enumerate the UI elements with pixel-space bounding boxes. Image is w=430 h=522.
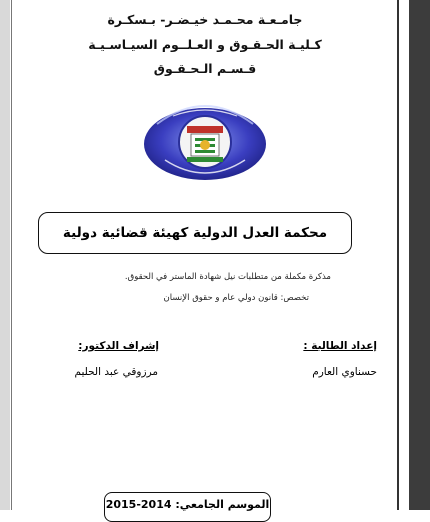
scrollbar-track[interactable] [409, 0, 430, 510]
university-name: جامـعـة محـمـد خيـضـر- بـسكـرة [107, 12, 303, 27]
student-name: حسناوي العارم [312, 366, 377, 378]
thesis-title: محكمة العدل الدولية كهيئة قضائية دولية [38, 212, 352, 254]
memo-description: مذكرة مكملة من متطلبات نيل شهادة الماستر في الحقوق. [124, 272, 331, 282]
supervisor-label: إشراف الدكتور: [78, 340, 159, 352]
student-label: إعداد الطالبة : [303, 340, 377, 352]
page-left-edge [0, 0, 10, 510]
supervisor-name: مرزوقي عبد الحليم [74, 366, 158, 378]
university-seal-icon [143, 94, 267, 194]
page-border-right [397, 0, 399, 510]
faculty-name: كـليـة الحـقـوق و العـلــوم السيـاسـيـة [88, 37, 322, 52]
department-name: قـسـم الـحـقـوق [153, 61, 257, 76]
academic-year: الموسم الجامعي: 2014-2015 [104, 492, 271, 522]
page-border-left [11, 0, 12, 510]
specialization: تخصص: قانون دولي عام و حقوق الإنسان [163, 293, 309, 303]
